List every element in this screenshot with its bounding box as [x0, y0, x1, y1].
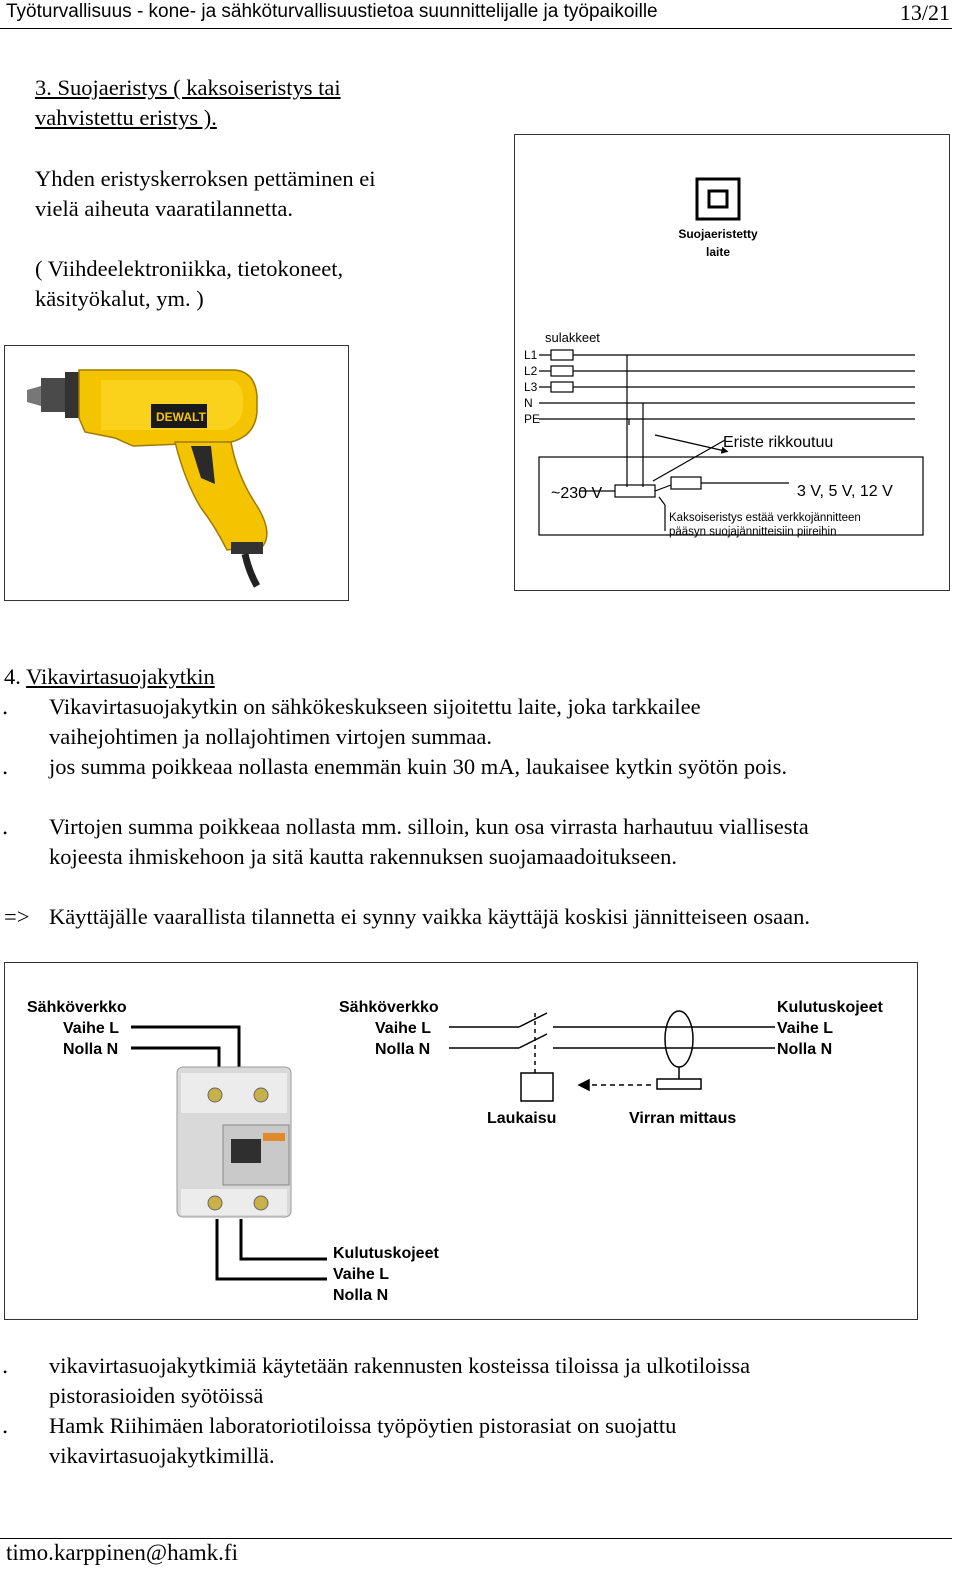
- section4-heading-text: Vikavirtasuojakytkin: [26, 664, 215, 689]
- symbol-label-line1: Suojaeristetty: [678, 227, 758, 241]
- left-net-neutral: Nolla N: [63, 1041, 119, 1058]
- left-net-title: Sähköverkko: [27, 999, 127, 1016]
- insulation-diagram: [514, 134, 950, 591]
- footer-email: timo.karppinen@hamk.fi: [6, 1540, 238, 1565]
- bullet-marker: •: [3, 766, 8, 780]
- page-number: 13/21: [899, 0, 950, 25]
- left-net-phase: Vaihe L: [63, 1020, 120, 1037]
- section4-bullet-2: jos summa poikkeaa nollasta enemmän kuin 30 mA, laukaisee kytkin syötön pois.: [49, 754, 788, 779]
- input-voltage: ~230 V: [551, 485, 603, 502]
- bottom-load-phase: Vaihe L: [333, 1266, 390, 1283]
- rcd-schematic: [449, 1011, 775, 1101]
- insulation-diagram-svg: [515, 135, 949, 590]
- measure-label: Virran mittaus: [629, 1110, 737, 1127]
- section5-bullet-1-line2: pistorasioiden syötöissä: [49, 1383, 264, 1408]
- bullet-marker: •: [3, 706, 8, 720]
- line-label-l3: L3: [524, 380, 538, 394]
- section4-bullet-1-line1: Vikavirtasuojakytkin on sähkökeskukseen sijoitettu laite, joka tarkkailee: [49, 694, 701, 719]
- section3-text: [35, 164, 376, 224]
- line-label-l2: L2: [524, 364, 538, 378]
- mid-net-neutral: Nolla N: [375, 1041, 431, 1058]
- bullet-marker: •: [3, 826, 8, 840]
- bottom-load-neutral: Nolla N: [333, 1287, 389, 1304]
- conclusion-text: Käyttäjälle vaarallista tilannetta ei synny vaikka käyttäjä koskisi jännitteiseen osaan.: [49, 904, 811, 929]
- section3-examples-line1: ( Viihdeelektroniikka, tietokoneet,: [35, 256, 344, 281]
- section3-text-line2: vielä aiheuta vaaratilannetta.: [35, 196, 293, 221]
- section4-bullet-3: [49, 812, 809, 872]
- output-voltage: 3 V, 5 V, 12 V: [797, 483, 893, 500]
- double-insulation-symbol-inner: [709, 191, 727, 207]
- section5-bullet-1-line1: vikavirtasuojakytkimiä käytetään rakennusten kosteissa tiloissa ja ulkotiloissa: [49, 1353, 751, 1378]
- section3-heading: [35, 73, 341, 133]
- section5-bullet-1: [49, 1351, 750, 1411]
- double-insulation-symbol-outer: [697, 179, 739, 219]
- rcd-breaker: [177, 1067, 291, 1217]
- document-title: Työturvallisuus - kone- ja sähköturvallisuustietoa suunnittelijalle ja työpaikoille: [6, 1, 658, 22]
- insulation-note-line1: Kaksoiseristys estää verkkojännitteen: [669, 512, 861, 524]
- section4-heading-number: 4.: [4, 664, 27, 689]
- drill-image: [4, 345, 349, 601]
- section3-heading-line1: 3. Suojaeristys ( kaksoiseristys tai: [35, 75, 341, 100]
- header-divider: [0, 28, 952, 29]
- section5-bullet-2-line2: vikavirtasuojakytkimillä.: [49, 1443, 275, 1468]
- section3-heading-line2: vahvistettu eristys ).: [35, 105, 217, 130]
- section4-bullet-3-line1: Virtojen summa poikkeaa nollasta mm. silloin, kun osa virrasta harhautuu viallisesta: [49, 814, 809, 839]
- fuses-label: sulakkeet: [545, 330, 600, 345]
- section5-bullet-2: [49, 1411, 676, 1471]
- drill-illustration: [5, 346, 348, 600]
- bullet-marker: •: [3, 1365, 8, 1379]
- line-label-n: N: [524, 396, 533, 410]
- section3-examples-line2: käsityökalut, ym. ): [35, 286, 204, 311]
- insulation-note-line2: pääsyn suojajännitteisiin piireihin: [669, 526, 837, 538]
- fault-label: Eriste rikkoutuu: [723, 434, 834, 451]
- mid-net-phase: Vaihe L: [375, 1020, 432, 1037]
- footer-divider: [0, 1538, 952, 1539]
- drill-brand-label: DEWALT: [156, 410, 206, 424]
- right-load-phase: Vaihe L: [777, 1020, 834, 1037]
- section4-heading: [4, 662, 215, 692]
- section4-bullet-1-line2: vaihejohtimen ja nollajohtimen virtojen summaa.: [49, 724, 493, 749]
- symbol-label-line2: laite: [705, 245, 731, 259]
- rcd-diagram: [4, 962, 918, 1320]
- mid-net-title: Sähköverkko: [339, 999, 439, 1016]
- conclusion-arrow: =>: [4, 904, 30, 929]
- right-load-title: Kulutuskojeet: [777, 999, 883, 1016]
- section4-bullet-3-line2: kojeesta ihmiskehoon ja sitä kautta rakennuksen suojamaadoitukseen.: [49, 844, 677, 869]
- rcd-diagram-svg: [5, 963, 917, 1319]
- line-label-l1: L1: [524, 348, 538, 362]
- trip-label: Laukaisu: [487, 1110, 557, 1127]
- line-label-pe: PE: [524, 412, 541, 426]
- section5-bullet-2-line1: Hamk Riihimäen laboratoriotiloissa työpöytien pistorasiat on suojattu: [49, 1413, 677, 1438]
- section3-text-line1: Yhden eristyskerroksen pettäminen ei: [35, 166, 376, 191]
- right-load-neutral: Nolla N: [777, 1041, 833, 1058]
- bullet-marker: •: [3, 1425, 8, 1439]
- bottom-load-title: Kulutuskojeet: [333, 1245, 439, 1262]
- section4-bullet-1: [49, 692, 701, 752]
- section3-examples: [35, 254, 343, 314]
